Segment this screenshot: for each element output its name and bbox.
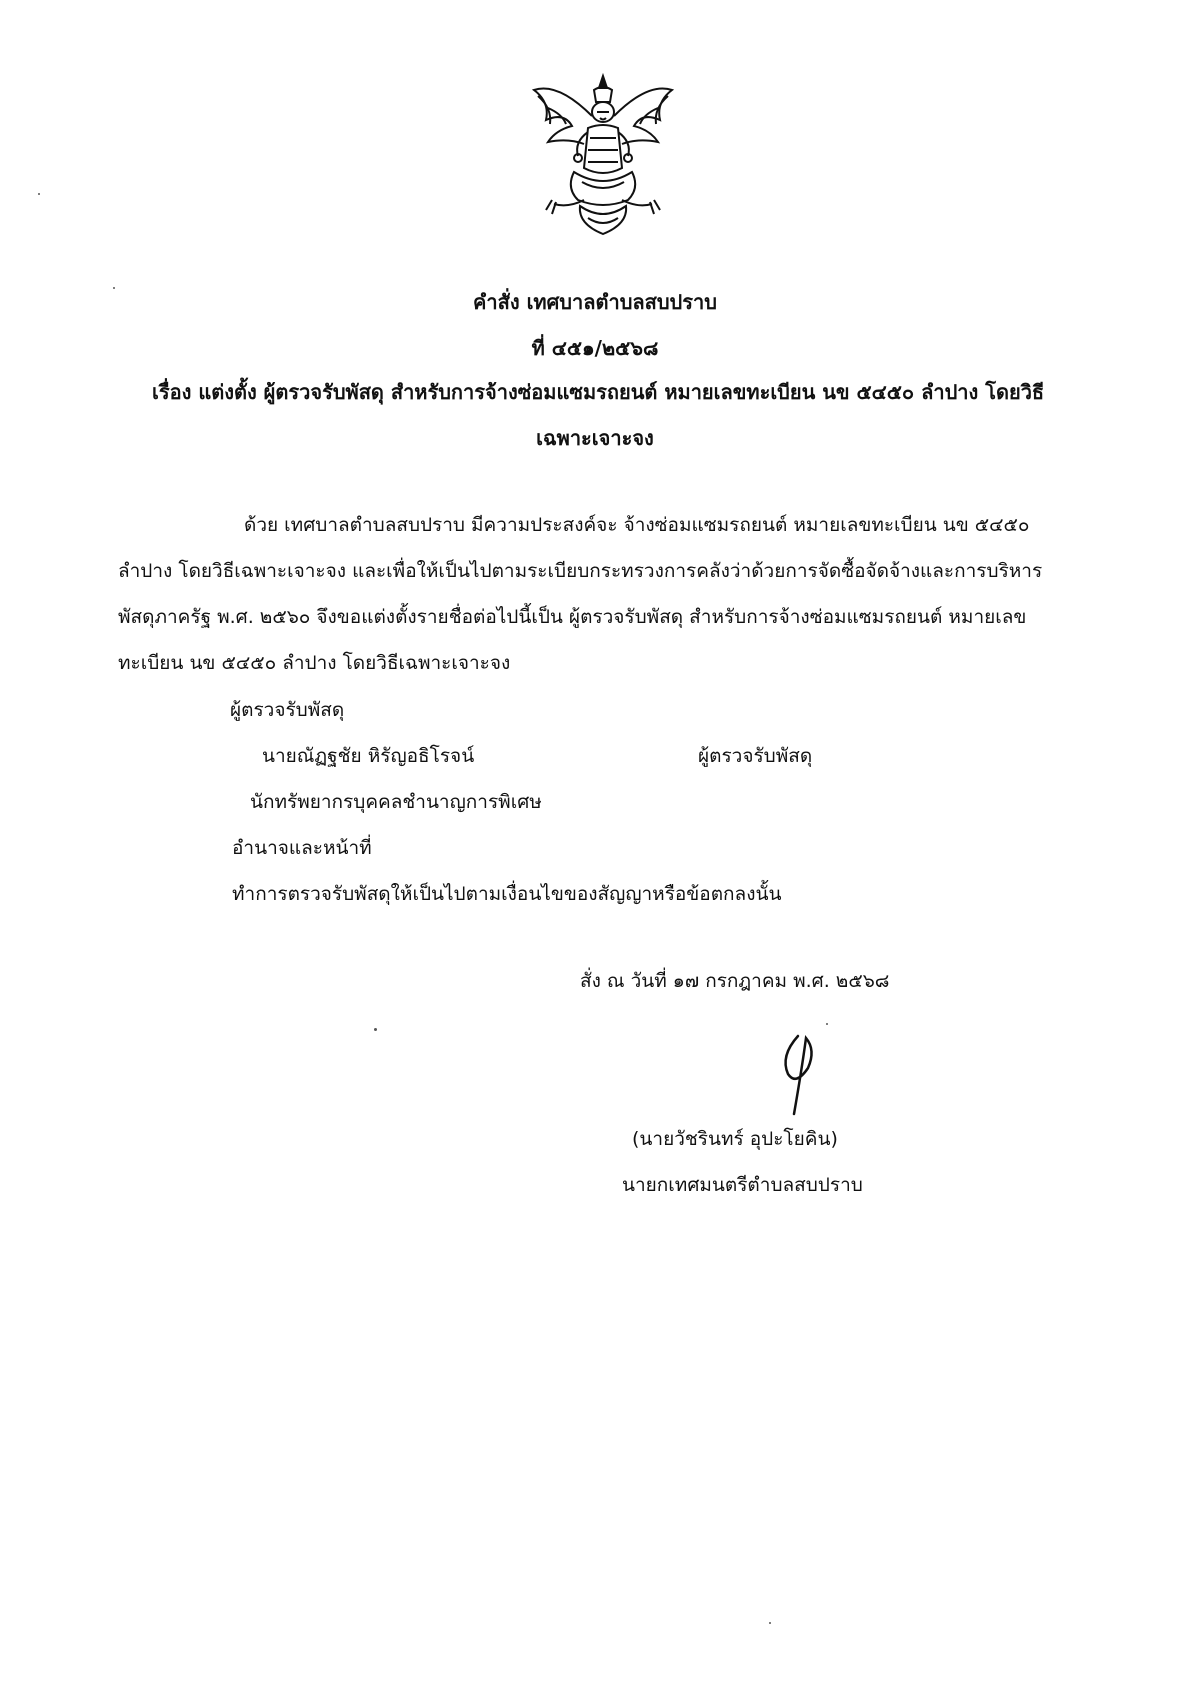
- subject-line-2: เฉพาะเจาะจง: [536, 426, 654, 450]
- garuda-emblem-icon: [528, 72, 678, 242]
- duty-heading: อำนาจและหน้าที่: [232, 837, 372, 859]
- scan-speck: [769, 1622, 771, 1624]
- committee-heading: ผู้ตรวจรับพัสดุ: [230, 699, 345, 721]
- duty-text: ทำการตรวจรับพัสดุให้เป็นไปตามเงื่อนไขของสัญญาหรือข้อตกลงนั้น: [232, 883, 782, 905]
- signer-name: (นายวัชรินทร์ อุปะโยคิน): [632, 1128, 838, 1150]
- scan-speck: [374, 1028, 377, 1031]
- scan-speck: [113, 287, 115, 289]
- date-line: สั่ง ณ วันที่ ๑๗ กรกฎาคม พ.ศ. ๒๕๖๘: [580, 970, 890, 992]
- paragraph-line-4: ทะเบียน นข ๕๔๕๐ ลำปาง โดยวิธีเฉพาะเจาะจง: [118, 652, 511, 674]
- member-position: นักทรัพยากรบุคคลชำนาญการพิเศษ: [250, 791, 542, 813]
- paragraph-line-3: พัสดุภาครัฐ พ.ศ. ๒๕๖๐ จึงขอแต่งตั้งรายชื่อต่อไปนี้เป็น ผู้ตรวจรับพัสดุ สำหรับการจ้างซ่อมแซมรถยนต์ หมายเลข: [118, 606, 1027, 628]
- order-number: ที่ ๔๕๑/๒๕๖๘: [531, 336, 659, 360]
- signature-icon: [758, 1028, 838, 1118]
- paragraph-line-2: ลำปาง โดยวิธีเฉพาะเจาะจง และเพื่อให้เป็นไปตามระเบียบกระทรวงการคลังว่าด้วยการจัดซื้อจัดจ้างและการบริหาร: [118, 560, 1043, 582]
- member-name: นายณัฏฐชัย หิรัญอธิโรจน์: [262, 745, 475, 767]
- signer-title: นายกเทศมนตรีตำบลสบปราบ: [622, 1174, 863, 1196]
- order-title: คำสั่ง เทศบาลตำบลสบปราบ: [473, 290, 717, 314]
- member-role: ผู้ตรวจรับพัสดุ: [698, 745, 813, 767]
- subject-line-1: เรื่อง แต่งตั้ง ผู้ตรวจรับพัสดุ สำหรับการจ้างซ่อมแซมรถยนต์ หมายเลขทะเบียน นข ๕๔๕๐ ลำปาง โดยวิธี: [152, 380, 1045, 404]
- paragraph-line-1: ด้วย เทศบาลตำบลสบปราบ มีความประสงค์จะ จ้างซ่อมแซมรถยนต์ หมายเลขทะเบียน นข ๕๔๕๐: [244, 514, 1030, 536]
- scan-speck: [826, 1023, 828, 1025]
- scan-speck: [38, 193, 40, 195]
